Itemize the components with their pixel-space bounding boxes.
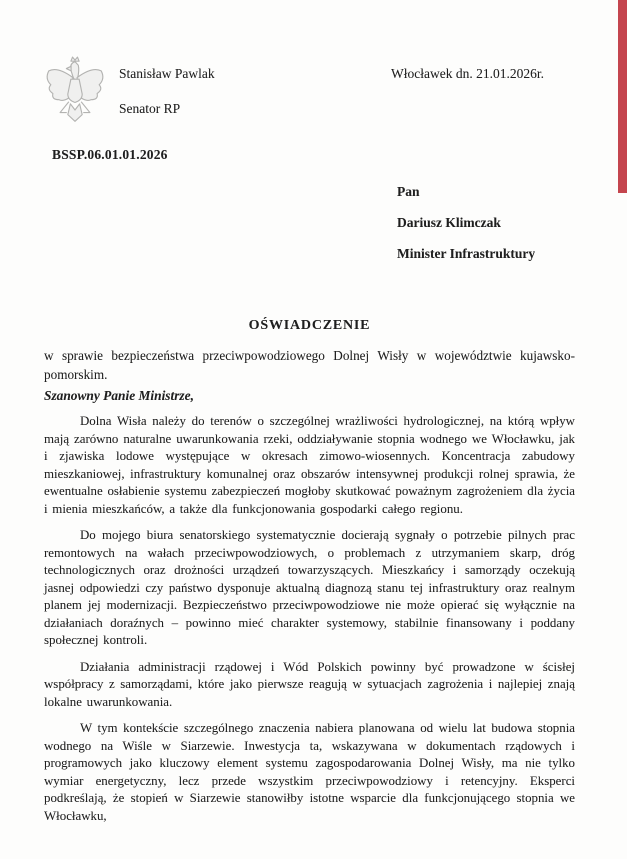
sender-name: Stanisław Pawlak	[119, 66, 215, 81]
polish-eagle-emblem-icon	[42, 55, 108, 129]
reference-number: BSSP.06.01.01.2026	[52, 147, 168, 162]
addressee-title: Pan	[397, 184, 420, 199]
scan-edge-red-bar	[618, 0, 627, 193]
document-heading: OŚWIADCZENIE	[248, 318, 371, 333]
salutation: Szanowny Panie Ministrze,	[44, 388, 194, 403]
place-and-date: Włocławek dn. 21.01.2026r.	[391, 66, 544, 81]
letter-body	[44, 413, 575, 834]
paragraph-4: W tym kontekście szczególnego znaczenia nabiera planowana od wielu lat budowa stopnia wodnego na Wiśle w Siarzewie. Inwestycja ta, wskazywana w dokumentach rządowych i programowych jako kluczowy element systemu zagospodarowania Dolnej Wisły, ma nie tylko wymiar energetyczny, lecz przede wszystkim przeciwpowodziowy i retencyjny. Eksperci podkreślają, że stopień w Siarzewie stanowiłby istotne wsparcie dla funkcjonującego stopnia we Włocławku,	[44, 721, 575, 823]
addressee-name: Dariusz Klimczak	[397, 215, 501, 230]
addressee-position: Minister Infrastruktury	[397, 246, 536, 261]
paragraph-3: Działania administracji rządowej i Wód Polskich powinny być prowadzone w ścisłej współpracy z samorządami, które jako pierwsze reagują w sytuacjach zagrożenia i najlepiej znają lokalne uwarunkowania.	[44, 659, 575, 709]
paragraph-1: Dolna Wisła należy do terenów o szczególnej wrażliwości hydrologicznej, na którą wpływ mają zarówno naturalne uwarunkowania rzeki, oddziaływanie stopnia wodnego we Włocławku, jak i zjawiska lodowe występujące w okresach zimowo-wiosennych. Koncentracja zabudowy mieszkaniowej, infrastruktury komunalnej oraz obszarów intensywnej produkcji rolnej sprawia, że ewentualne osłabienie systemu zabezpieczeń mogłoby skutkować poważnym zagrożeniem dla życia i mienia mieszkańców, a także dla funkcjonowania gospodarki całego regionu.	[44, 414, 575, 516]
addressee-block	[397, 176, 535, 269]
paragraph-2: Do mojego biura senatorskiego systematycznie docierają sygnały o potrzebie pilnych prac remontowych na wałach przeciwpowodziowych, o problemach z utrzymaniem skarp, dróg technologicznych oraz drożności urządzeń towarzyszących. Mieszkańcy i samorządy oczekują jasnej odpowiedzi czy państwo dysponuje aktualną diagnozą stanu tej infrastruktury oraz realnym planem jej modernizacji. Bezpieczeństwo przeciwpowodziowe nie może opierać się wyłącznie na działaniach doraźnych – powinno mieć charakter systemowy, stabilnie finansowany i poddany społecznej kontroli.	[44, 528, 575, 647]
document-subject: w sprawie bezpieczeństwa przeciwpowodziowego Dolnej Wisły w województwie kujawsko-pomorskim.	[44, 348, 575, 382]
sender-role: Senator RP	[119, 101, 181, 116]
